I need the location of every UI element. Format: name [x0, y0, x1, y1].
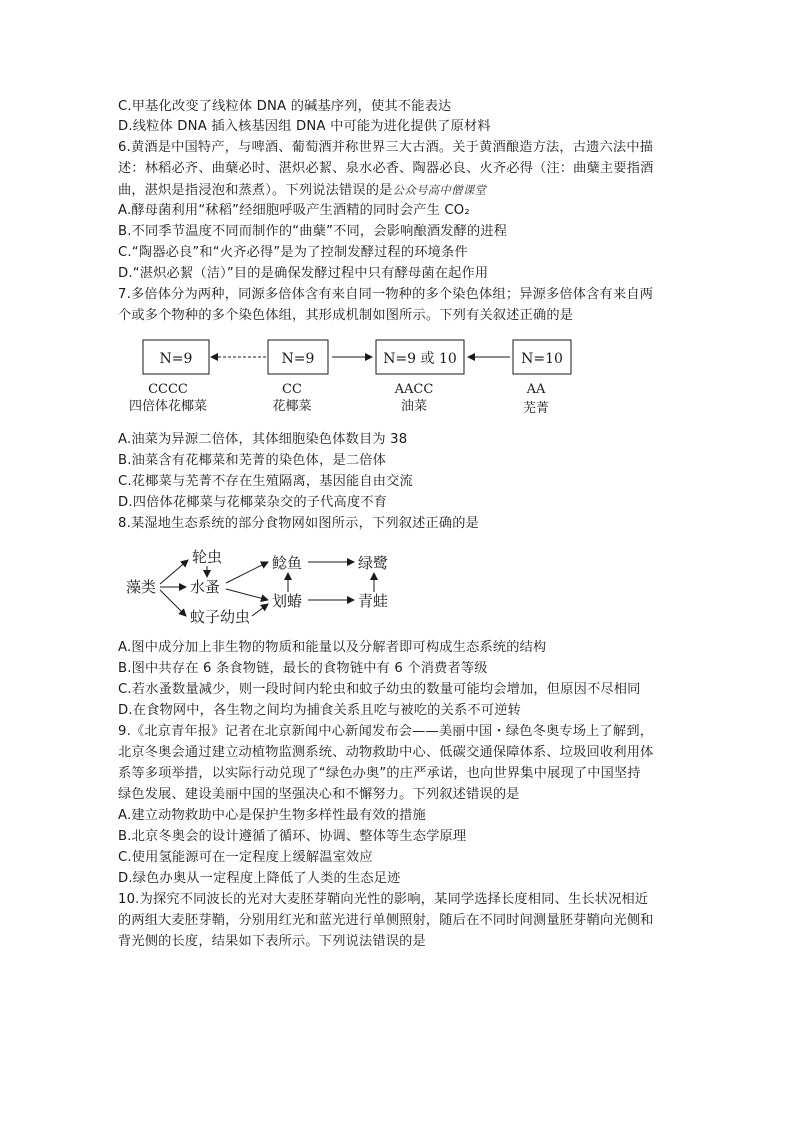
text-line: 绿色发展、建设美丽中国的坚强决心和不懈努力。下列叙述错误的是 — [118, 787, 520, 802]
arrow-waterflea-catfish — [226, 562, 268, 583]
chromosome-count-label: N=9 — [281, 351, 315, 367]
text-line: B.不同季节温度不同而制作的“曲蘖”不同，会影响酿酒发酵的进程 — [118, 224, 508, 239]
text-line: B.北京冬奥会的设计遵循了循环、协调、整体等生态学原理 — [118, 829, 467, 844]
text-line: 的两组大麦胚芽鞘，分别用红光和蓝光进行单侧照射，随后在不同时间测量胚芽鞘向光侧和 — [118, 913, 654, 928]
text-line: C.使用氢能源可在一定程度上缓解温室效应 — [118, 850, 373, 865]
genome-label: AACC — [394, 382, 434, 397]
text-line: 7.多倍体分为两种，同源多倍体含有来自同一物种的多个染色体组；异源多倍体含有来自两 — [118, 287, 654, 302]
text-line: C.若水蚤数量减少，则一段时间内轮虫和蚊子幼虫的数量可能均会增加，但原因不尽相同 — [118, 682, 641, 697]
text-line: C.“陶器必良”和“火齐必得”是为了控制发酵过程的环境条件 — [118, 245, 468, 260]
text-line: A.油菜为异源二倍体，其体细胞染色体数目为 38 — [118, 432, 408, 447]
text-line: 述：林稻必齐、曲蘖必时、湛炽必絜、泉水必香、陶器必良、火齐必得（注：曲蘖主要指酒 — [118, 161, 654, 176]
question-stem: 曲，湛炽是指浸泡和蒸煮）。下列说法错误的是 — [118, 183, 393, 198]
text-line: 背光侧的长度，结果如下表所示。下列说法错误的是 — [118, 934, 426, 949]
text-line: 个或多个物种的多个染色体组，其形成机制如图所示。下列有关叙述正确的是 — [118, 308, 574, 323]
text-line: A.图中成分加上非生物的物质和能量以及分解者即可构成生态系统的结构 — [118, 640, 547, 655]
node-algae: 藻类 — [126, 578, 157, 596]
arrow-algae-rotifer — [160, 560, 188, 584]
species-name: 芜菁 — [522, 401, 550, 416]
node-water-flea: 水蚤 — [190, 578, 221, 596]
text-line: D.“湛炽必絜（洁）”目的是确保发酵过程中只有酵母菌在起作用 — [118, 266, 489, 281]
text-line — [118, 180, 486, 201]
text-line: 系等多项举措，以实际行动兑现了“绿色办奥”的庄严承诺，也向世界集中展现了中国坚持 — [118, 766, 641, 781]
node-water-boatman: 划蝽 — [272, 592, 303, 610]
node-green-heron: 绿鹭 — [358, 554, 389, 572]
text-line: 9.《北京青年报》记者在北京新闻中心新闻发布会——美丽中国・绿色冬奥专场上了解到， — [118, 724, 654, 739]
genome-label: AA — [526, 382, 546, 397]
text-line: D.绿色办奥从一定程度上降低了人类的生态足迹 — [118, 871, 401, 886]
text-line: 6.黄酒是中国特产，与啤酒、葡萄酒并称世界三大古酒。关于黄酒酿造方法，古遗六法中描 — [118, 140, 654, 155]
genome-label: CCCC — [148, 382, 188, 397]
genome-label: CC — [282, 382, 302, 397]
text-line: 北京冬奥会通过建立动植物监测系统、动物救助中心、低碳交通保障体系、垃圾回收利用体 — [118, 745, 654, 760]
node-frog: 青蛙 — [358, 592, 389, 610]
watermark: 公众号高中僧课堂 — [392, 183, 487, 197]
arrow-waterflea-boatman — [226, 589, 268, 600]
species-name: 油菜 — [400, 399, 428, 414]
chromosome-count-label: N=10 — [521, 351, 563, 367]
chromosome-count-label: N=9 — [159, 351, 193, 367]
node-rotifer: 轮虫 — [192, 548, 223, 566]
species-name: 四倍体花椰菜 — [128, 399, 208, 414]
node-catfish: 鲶鱼 — [272, 554, 303, 572]
text-line: C.甲基化改变了线粒体 DNA 的碱基序列，使其不能表达 — [118, 99, 452, 114]
node-mosquito-larva: 蚊子幼虫 — [190, 608, 251, 626]
text-line: B.油菜含有花椰菜和芜菁的染色体，是二倍体 — [118, 453, 386, 468]
arrow-mosquito-boatman — [252, 604, 268, 616]
text-line: B.图中共存在 6 条食物链，最长的食物链中有 6 个消费者等级 — [118, 661, 488, 676]
arrow-algae-mosquito — [160, 590, 186, 616]
text-line: C.花椰菜与芜菁不存在生殖隔离，基因能自由交流 — [118, 474, 413, 489]
text-line: 8.某湿地生态系统的部分食物网如图所示，下列叙述正确的是 — [118, 516, 480, 531]
text-line: A.酵母菌利用“秫稻”经细胞呼吸产生酒精的同时会产生 CO₂ — [118, 203, 470, 218]
text-line: A.建立动物救助中心是保护生物多样性最有效的措施 — [118, 808, 426, 823]
food-web-diagram — [118, 540, 418, 630]
polyploid-diagram — [118, 332, 578, 422]
text-line: D.线粒体 DNA 插入核基因组 DNA 中可能为进化提供了原材料 — [118, 119, 491, 134]
text-line: D.四倍体花椰菜与花椰菜杂交的子代高度不育 — [118, 495, 388, 510]
text-line: 10.为探究不同波长的光对大麦胚芽鞘向光性的影响，某同学选择长度相同、生长状况相近 — [118, 892, 649, 907]
species-name: 花椰菜 — [272, 399, 312, 414]
chromosome-count-label: N=9 或 10 — [383, 351, 457, 367]
text-line: D.在食物网中，各生物之间均为捕食关系且吃与被吃的关系不可逆转 — [118, 703, 521, 718]
